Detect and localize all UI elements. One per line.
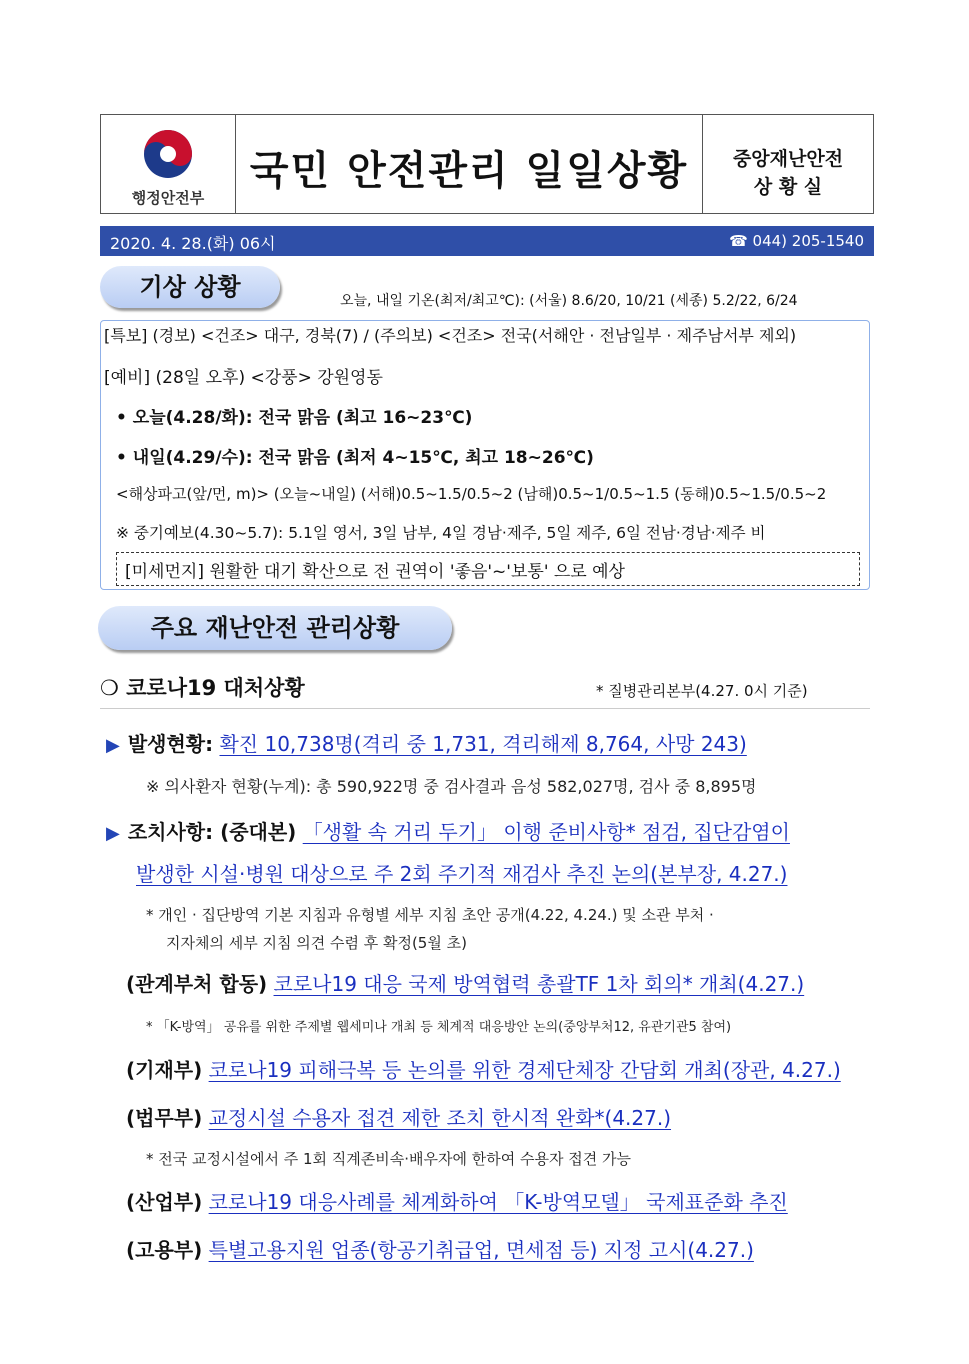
report-date: 2020. 4. 28.(화) 06시 [110, 234, 276, 253]
office-name [703, 145, 873, 201]
weather-preliminary: [예비] (28일 오후) <강풍> 강원영동 [104, 368, 383, 388]
triangle-bullet-icon: ▶ [106, 823, 120, 844]
taegeuk-logo-icon [139, 125, 197, 183]
midterm-forecast: ※ 중기예보(4.30~5.7): 5.1일 영서, 3일 남부, 4일 경남·제주, 5일 제주, 6일 전남·경남·제주 비 [116, 524, 766, 542]
motie-value: 코로나19 대응사례를 체계화하여 「K-방역모델」 국제표준화 추진 [208, 1190, 788, 1214]
moel-value: 특별고용지원 업종(항공기취급업, 면세점 등) 지정 고시(4.27.) [208, 1238, 754, 1262]
date-bar [100, 226, 874, 256]
action-note-1: * 개인 · 집단방역 기본 지침과 유형별 세부 지침 초안 공개(4.22, 4.24.) 및 소관 부처 · [146, 906, 714, 924]
moel-row [126, 1234, 754, 1263]
forecast-today: • 오늘(4.28/화): 전국 맑음 (최고 16~23℃) [116, 408, 473, 428]
related-row [126, 968, 804, 997]
page-title: 국민 안전관리 일일상황 [249, 148, 689, 194]
moel-label: (고용부) [126, 1238, 203, 1262]
moj-row [126, 1102, 671, 1131]
occurrence-label: 발생현황: [127, 732, 214, 756]
ministry-logo-cell [101, 115, 236, 213]
occurrence-note: ※ 의사환자 현황(누계): 총 590,922명 중 검사결과 음성 582,027명, 검사 중 8,895명 [146, 777, 757, 796]
occurrence-row [106, 728, 747, 757]
covid-source: * 질병관리본부(4.27. 0시 기준) [596, 682, 808, 700]
action-note-2: 지자체의 세부 지침 의견 수렴 후 확정(5월 초) [166, 934, 467, 952]
moef-value: 코로나19 피해극복 등 논의를 위한 경제단체장 간담회 개최(장관, 4.27.) [208, 1058, 841, 1082]
weather-warning: [특보] (경보) <건조> 대구, 경북(7) / (주의보) <건조> 전국(서해안 · 전남일부 · 제주남서부 제외) [104, 326, 797, 345]
triangle-bullet-icon: ▶ [106, 735, 120, 756]
covid-heading: ❍ 코로나19 대처상황 [100, 676, 305, 700]
forecast-tomorrow: • 내일(4.29/수): 전국 맑음 (최저 4~15℃, 최고 18~26℃) [116, 448, 594, 468]
moef-row [126, 1054, 841, 1083]
report-header [100, 114, 874, 214]
related-label: (관계부처 합동) [126, 972, 268, 996]
occurrence-value: 확진 10,738명(격리 중 1,731, 격리해제 8,764, 사망 243) [219, 732, 747, 756]
fine-dust-notice: [미세먼지] 원활한 대기 확산으로 전 권역이 '좋음'~'보통' 으로 예상 [116, 552, 860, 586]
related-value: 코로나19 대응 국제 방역협력 총괄TF 1차 회의* 개최(4.27.) [273, 972, 805, 996]
phone-number: ☎ 044) 205-1540 [729, 232, 864, 250]
divider [100, 708, 870, 709]
action-value-1: 「생활 속 거리 두기」 이행 준비사항* 점검, 집단감염이 [302, 820, 790, 844]
action-value-2-row [136, 858, 787, 887]
moef-label: (기재부) [126, 1058, 203, 1082]
related-note: * 「K-방역」 공유를 위한 주제별 웹세미나 개최 등 체계적 대응방안 논의(중앙부처12, 유관기관5 참여) [146, 1020, 732, 1035]
office-cell [702, 115, 873, 213]
action-label: 조치사항: (중대본) [127, 820, 297, 844]
wave-height: <해상파고(앞/먼, m)> (오늘~내일) (서해)0.5~1.5/0.5~2 (남해)0.5~1/0.5~1.5 (동해)0.5~1.5/0.5~2 [116, 485, 827, 503]
office-line-2: 상 황 실 [753, 176, 823, 198]
motie-label: (산업부) [126, 1190, 203, 1214]
disaster-section-title: 주요 재난안전 관리상황 [98, 606, 452, 650]
moj-note: * 전국 교정시설에서 주 1회 직계존비속·배우자에 한하여 수용자 접견 가능 [146, 1150, 631, 1168]
office-line-1: 중앙재난안전 [732, 148, 844, 170]
moj-value: 교정시설 수용자 접견 제한 조치 한시적 완화*(4.27.) [208, 1106, 672, 1130]
moj-label: (법무부) [126, 1106, 203, 1130]
ministry-name: 행정안전부 [131, 189, 205, 207]
motie-row [126, 1186, 788, 1215]
weather-section-title: 기상 상황 [100, 266, 280, 308]
action-row [106, 816, 790, 845]
temperature-summary: 오늘, 내일 기온(최저/최고℃): (서울) 8.6/20, 10/21 (세종) 5.2/22, 6/24 [340, 293, 798, 309]
action-value-2: 발생한 시설·병원 대상으로 주 2회 주기적 재검사 추진 논의(본부장, 4.27.) [136, 862, 788, 886]
